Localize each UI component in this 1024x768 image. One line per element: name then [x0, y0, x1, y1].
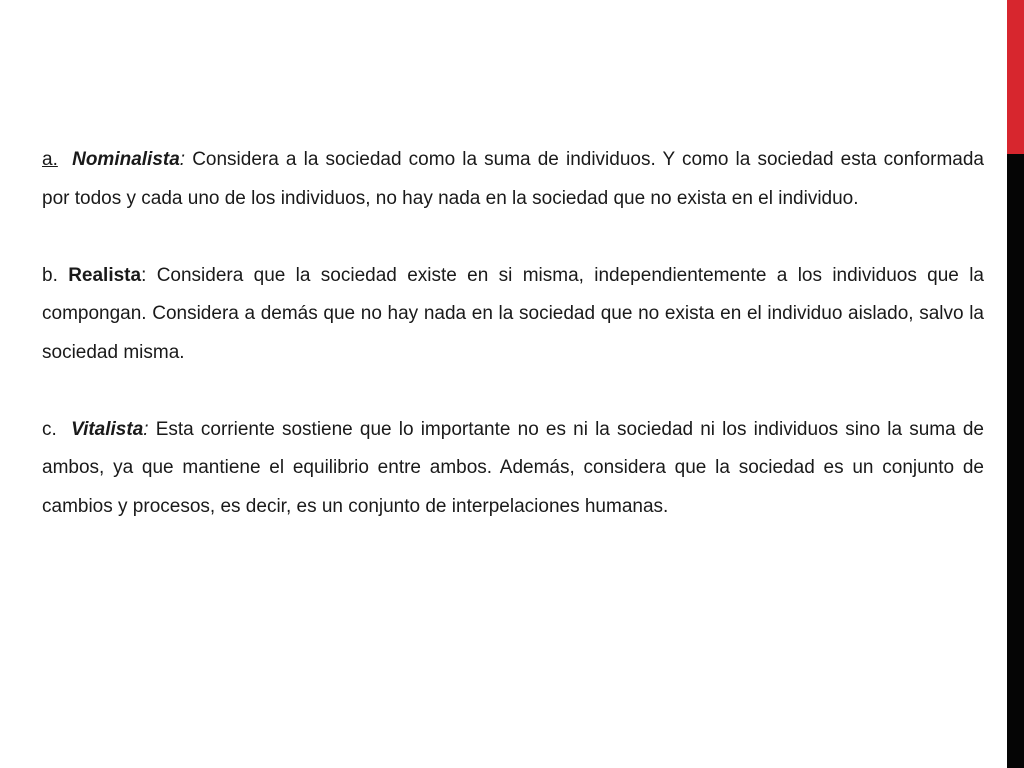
item-spacer-a: [58, 149, 72, 170]
term-nominalista: Nominalista: [72, 149, 180, 170]
item-spacer-c: [57, 419, 71, 440]
slide-accent-bar: [1007, 0, 1024, 768]
definition-nominalista: Considera a la sociedad como la suma de individuos. Y como la sociedad esta conformada por todos y cada uno de los individuos, no hay nada en la sociedad que no exista en el individuo.: [42, 149, 984, 209]
paragraph-realista: [42, 257, 984, 373]
slide-body: [42, 141, 984, 565]
term-colon-c: :: [143, 418, 149, 440]
accent-bar-black: [1007, 154, 1024, 768]
definition-vitalista: Esta corriente sostiene que lo importante no es ni la sociedad ni los individuos sino la suma de ambos, ya que mantiene el equilibrio entre ambos. Además, considera que la sociedad es un conjunto de cambios y procesos, es decir, es un conjunto de interpelaciones humanas.: [42, 418, 984, 517]
accent-bar-red: [1007, 0, 1024, 154]
term-colon-b: :: [141, 264, 147, 286]
item-marker-a: a.: [42, 149, 58, 170]
item-marker-b: b.: [42, 264, 58, 286]
item-spacer-b: [58, 265, 68, 286]
item-marker-c: c.: [42, 418, 57, 440]
paragraph-vitalista: [42, 411, 984, 527]
term-realista: Realista: [68, 264, 142, 286]
term-vitalista: Vitalista: [71, 418, 144, 440]
term-colon-a: :: [179, 149, 186, 170]
paragraph-nominalista: [42, 141, 984, 218]
definition-realista: Considera que la sociedad existe en si misma, independientemente a los individuos que la compongan. Considera a demás que no hay nada en la sociedad que no exista en el individuo aislado, salvo la sociedad misma.: [42, 264, 984, 363]
